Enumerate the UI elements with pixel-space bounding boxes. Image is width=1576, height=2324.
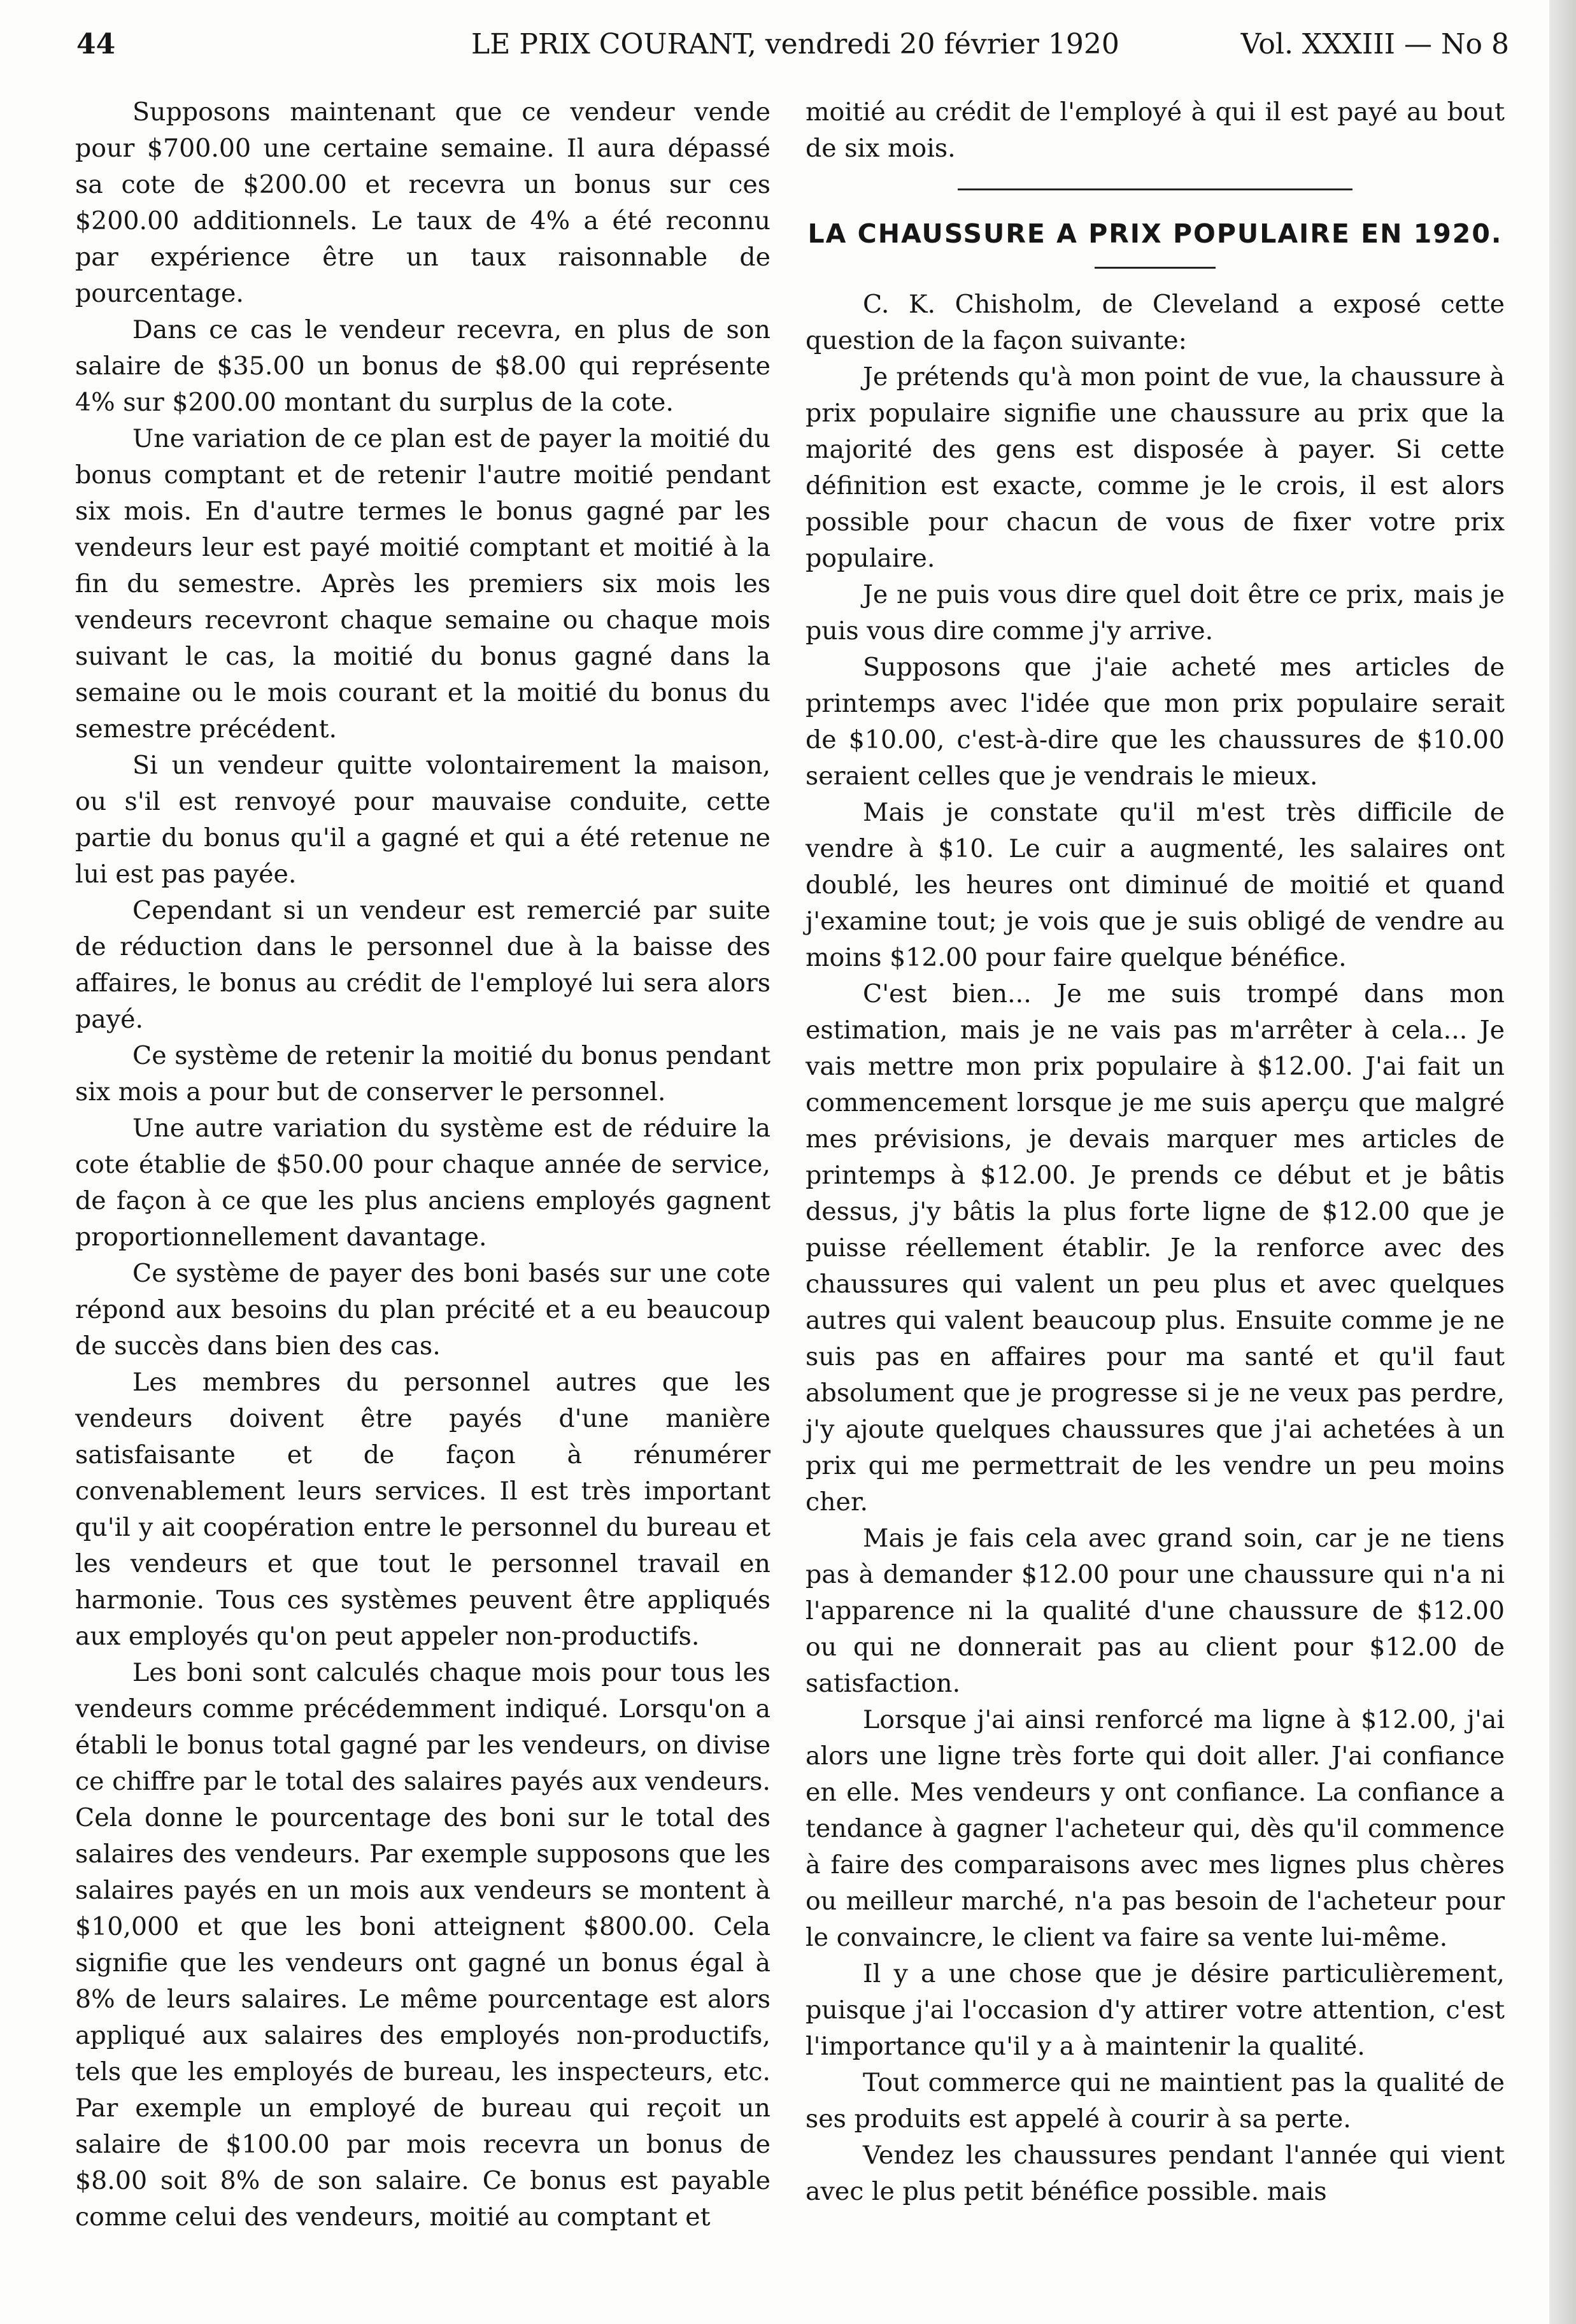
paragraph: Une variation de ce plan est de payer la moitié du bonus comptant et de retenir l'autre moitié pendant six mois. En d'autre termes le bonus gagné par les vendeurs leur est payé moitié comptant et moitié à la fin du semestre. Après les premiers six mois les vendeurs recevront chaque semaine ou chaque mois suivant le cas, la moitié du bonus gagné dans la semaine ou le mois courant et la moitié du bonus du semestre précédent. xyxy=(75,424,770,744)
paragraph: Tout commerce qui ne maintient pas la qualité de ses produits est appelé à courir à sa perte. xyxy=(806,2068,1505,2134)
continued-paragraph: moitié au crédit de l'employé à qui il est payé au bout de six mois. xyxy=(806,97,1505,163)
volume-number: Vol. XXXIII — No 8 xyxy=(1240,28,1509,60)
paragraph: Si un vendeur quitte volontairement la maison, ou s'il est renvoyé pour mauvaise conduite, cette partie du bonus qu'il a gagné et qui a été retenue ne lui est pas payée. xyxy=(75,751,770,889)
paragraph: Les boni sont calculés chaque mois pour tous les vendeurs comme précédemment indiqué. Lorsqu'on a établi le bonus total gagné par les vendeurs, on divise ce chiffre par le total des salaires payés aux vendeurs. Cela donne le pourcentage des boni sur le total des salaires des vendeurs. Par exemple supposons que les salaires payés en un mois aux vendeurs se montent à $10,000 et que les boni atteignent $800.00. Cela signifie que les vendeurs ont gagné un bonus égal à 8% de leurs salaires. Le même pourcentage est alors appliqué aux salaires des employés non-productifs, tels que les employés de bureau, les inspecteurs, etc. Par exemple un employé de bureau qui reçoit un salaire de $100.00 par mois recevra un bonus de $8.00 soit 8% de son salaire. Ce bonus est payable comme celui des vendeurs, moitié au comptant et xyxy=(75,1658,770,2232)
paragraph: C'est bien... Je me suis trompé dans mon estimation, mais je ne vais pas m'arrêter à cela... Je vais mettre mon prix populaire à $12.00. J'ai fait un commencement lorsque je me suis aperçu que malgré mes prévisions, je devais marquer mes articles de printemps à $12.00. Je prends ce début et je bâtis dessus, j'y bâtis la plus forte ligne de $12.00 que je puisse réellement établir. Je la renforce avec des chaussures qui valent un peu plus et avec quelques autres qui valent beaucoup plus. Ensuite comme je ne suis pas en affaires pour ma santé et qu'il faut absolument que je progresse si je ne veux pas perdre, j'y ajoute quelques chaussures que j'ai achetées à un prix qui me permettrait de les vendre un peu moins cher. xyxy=(806,979,1505,1517)
paragraph: Cependant si un vendeur est remercié par suite de réduction dans le personnel due à la baisse des affaires, le bonus au crédit de l'employé lui sera alors payé. xyxy=(75,896,770,1034)
paragraph: Mais je constate qu'il m'est très difficile de vendre à $10. Le cuir a augmenté, les salaires ont doublé, les heures ont diminué de moitié et quand j'examine tout; je vois que je suis obligé de vendre au moins $12.00 pour faire quelque bénéfice. xyxy=(806,798,1505,972)
paragraph: Supposons que j'aie acheté mes articles de printemps avec l'idée que mon prix populaire serait de $10.00, c'est-à-dire que les chaussures de $10.00 seraient celles que je vendrais le mieux. xyxy=(806,653,1505,791)
page-edge-shadow xyxy=(1549,0,1576,2324)
paragraph: Je prétends qu'à mon point de vue, la chaussure à prix populaire signifie une chaussure au prix que la majorité des gens est disposée à payer. Si cette définition est exacte, comme je le crois, il est alors possible pour chacun de vous de fixer votre prix populaire. xyxy=(806,362,1505,573)
article-title: LA CHAUSSURE A PRIX POPULAIRE EN 1920. xyxy=(807,218,1503,249)
paragraph: Je ne puis vous dire quel doit être ce prix, mais je puis vous dire comme j'y arrive. xyxy=(806,580,1505,646)
paragraph: Ce système de payer des boni basés sur une cote répond aux besoins du plan précité et a eu beaucoup de succès dans bien des cas. xyxy=(75,1259,770,1361)
paragraph: Les membres du personnel autres que les vendeurs doivent être payés d'une manière satisfaisante et de façon à rénumérer convenablement leurs services. Il est très important qu'il y ait coopération entre le personnel du bureau et les vendeurs et que tout le personnel travail en harmonie. Tous ces systèmes peuvent être appliqués aux employés qu'on peut appeler non-productifs. xyxy=(75,1368,770,1651)
paragraph: Vendez les chaussures pendant l'année qui vient avec le plus petit bénéfice possible. mais xyxy=(806,2141,1505,2206)
paragraph: Supposons maintenant que ce vendeur vende pour $700.00 une certaine semaine. Il aura dépassé sa cote de $200.00 et recevra un bonus sur ces $200.00 additionnels. Le taux de 4% a été reconnu par expérience être un taux raisonnable de pourcentage. xyxy=(75,97,770,308)
paragraph: Lorsque j'ai ainsi renforcé ma ligne à $12.00, j'ai alors une ligne très forte qui doit aller. J'ai confiance en elle. Mes vendeurs y ont confiance. La confiance a tendance à gagner l'acheteur qui, dès qu'il commence à faire des comparaisons avec mes lignes plus chères ou meilleur marché, n'a pas besoin de l'acheteur pour le convaincre, le client va faire sa vente lui-même. xyxy=(806,1705,1505,1952)
page-header xyxy=(76,19,1509,70)
paragraph: Il y a une chose que je désire particulièrement, puisque j'ai l'occasion d'y attirer votre attention, c'est l'importance qu'il y a à maintenir la qualité. xyxy=(806,1959,1505,2061)
paragraph: Une autre variation du système est de réduire la cote établie de $50.00 pour chaque année de service, de façon à ce que les plus anciens employés gagnent proportionnellement davantage. xyxy=(75,1114,770,1252)
title-underline xyxy=(1095,267,1216,269)
page-number: 44 xyxy=(76,28,116,60)
left-column xyxy=(75,94,770,2235)
paragraph: Ce système de retenir la moitié du bonus pendant six mois a pour but de conserver le personnel. xyxy=(75,1041,770,1107)
publication-title: LE PRIX COURANT, vendredi 20 février 1920 xyxy=(471,28,1119,60)
paragraph: Mais je fais cela avec grand soin, car je ne tiens pas à demander $12.00 pour une chaussure qui n'a ni l'apparence ni la qualité d'une chaussure de $12.00 ou qui ne donnerait pas au client pour $12.00 de satisfaction. xyxy=(806,1524,1505,1698)
section-divider xyxy=(958,188,1352,190)
right-column xyxy=(806,94,1505,2210)
paragraph: C. K. Chisholm, de Cleveland a exposé cette question de la façon suivante: xyxy=(806,290,1505,355)
paragraph: Dans ce cas le vendeur recevra, en plus de son salaire de $35.00 un bonus de $8.00 qui représente 4% sur $200.00 montant du surplus de la cote. xyxy=(75,315,770,417)
